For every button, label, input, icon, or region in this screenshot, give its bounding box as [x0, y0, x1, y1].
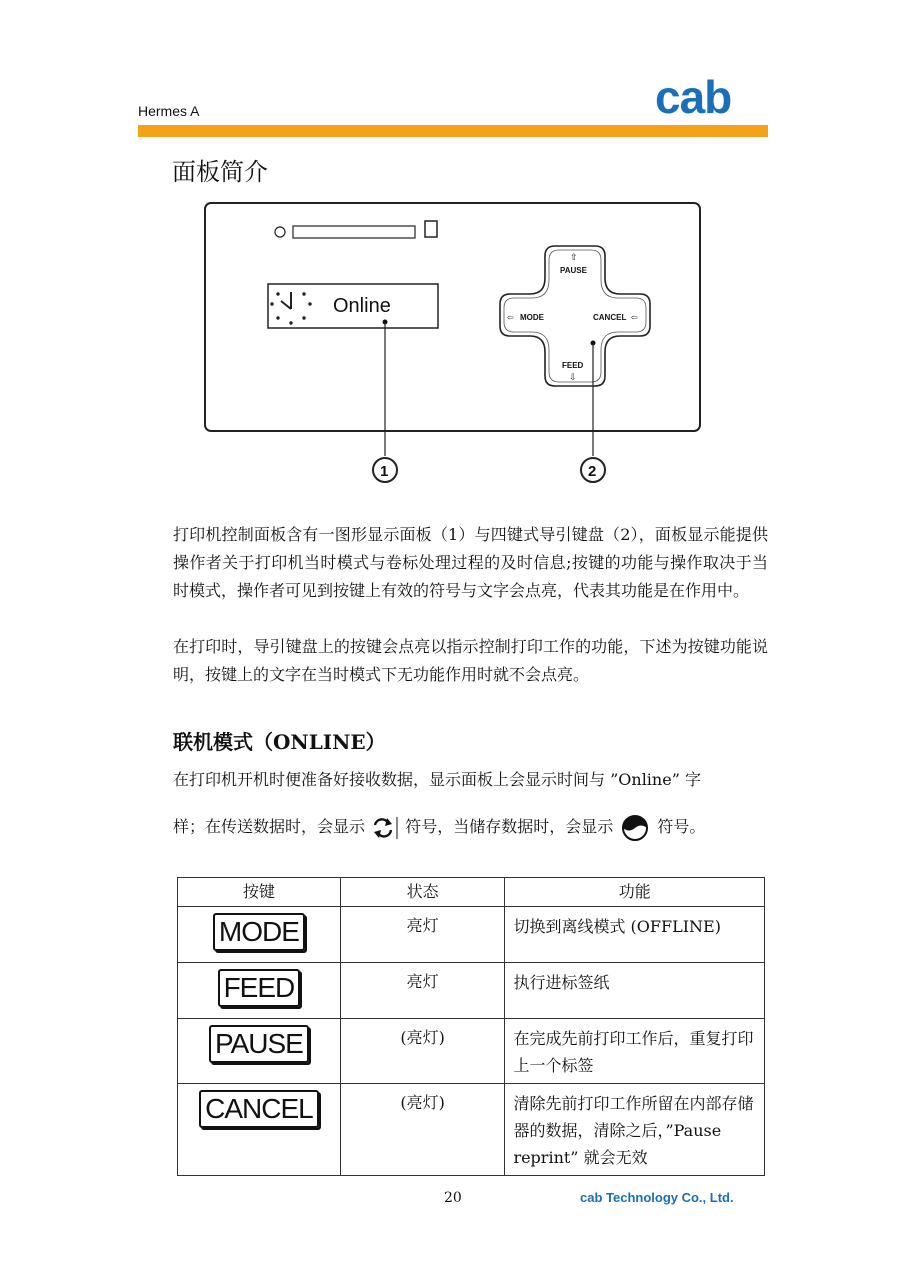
row-function: 切换到离线模式 (OFFLINE)	[505, 907, 765, 963]
online-mode-heading: 联机模式（ONLINE）	[173, 730, 386, 754]
footer-company: cab Technology Co., Ltd.	[580, 1190, 734, 1205]
pause-key-label: PAUSE	[560, 266, 587, 275]
cab-logo: cab	[655, 71, 732, 123]
row-state: 亮灯	[340, 963, 505, 1019]
document-title: Hermes A	[138, 103, 200, 119]
svg-text:1: 1	[380, 463, 389, 480]
clock-icon	[271, 292, 311, 324]
data-storage-icon	[618, 814, 652, 842]
table-row	[178, 963, 765, 1019]
slot-button	[425, 221, 437, 237]
online-line-2: 样；在传送数据时，会显示 符号，当储存数据时，会显示 符号。	[173, 812, 768, 842]
cancel-key-icon: CANCEL	[199, 1090, 319, 1128]
svg-text:⇩: ⇩	[569, 372, 577, 382]
col-header-key: 按键	[178, 878, 341, 907]
svg-text:⇦: ⇦	[631, 313, 638, 322]
online-line-1: 在打印机开机时便准备好接收数据，显示面板上会显示时间与 ”Online” 字	[173, 770, 701, 789]
row-function: 清除先前打印工作所留在内部存储器的数据，清除之后，”Pause reprint” 就会无效	[505, 1084, 765, 1176]
display-online-text: Online	[333, 295, 391, 317]
table-row	[178, 1084, 765, 1176]
col-header-function: 功能	[505, 878, 765, 907]
svg-text:⇧: ⇧	[570, 252, 578, 262]
feed-key-label: FEED	[562, 361, 584, 370]
table-row	[178, 1019, 765, 1084]
col-header-state: 状态	[340, 878, 505, 907]
page-number: 20	[444, 1190, 462, 1206]
svg-text:2: 2	[588, 463, 597, 480]
row-function: 在完成先前打印工作后，重复打印上一个标签	[505, 1019, 765, 1084]
power-led-icon	[275, 227, 285, 237]
intro-paragraph-2: 在打印时，导引键盘上的按键会点亮以指示控制打印工作的功能，下述为按键功能说明，按键上的文字在当时模式下无功能作用时就不会点亮。	[173, 637, 768, 684]
feed-key-icon: FEED	[218, 969, 301, 1007]
row-state: (亮灯)	[340, 1084, 505, 1176]
header-accent-bar	[138, 125, 768, 137]
svg-text:⇦: ⇦	[507, 313, 514, 322]
row-state: (亮灯)	[340, 1019, 505, 1084]
pause-key-icon: PAUSE	[209, 1025, 309, 1063]
table-row	[178, 907, 765, 963]
card-slot	[293, 226, 415, 238]
cancel-key-label: CANCEL	[593, 313, 627, 322]
mode-key-icon: MODE	[213, 913, 305, 951]
data-transfer-icon	[370, 815, 400, 841]
section-title: 面板简介	[172, 158, 268, 186]
mode-key-label: MODE	[520, 313, 544, 322]
row-state: 亮灯	[340, 907, 505, 963]
intro-paragraph-1: 打印机控制面板含有一图形显示面板（1）与四键式导引键盘（2），面板显示能提供操作者关于打印机当时模式与卷标处理过程的及时信息;按键的功能与操作取决于当时模式，操作者可见到按键上有效的符号与文字会点亮，代表其功能是在作用中。	[173, 525, 768, 600]
key-function-table	[177, 877, 765, 1176]
control-panel-figure	[200, 198, 705, 488]
row-function: 执行进标签纸	[505, 963, 765, 1019]
